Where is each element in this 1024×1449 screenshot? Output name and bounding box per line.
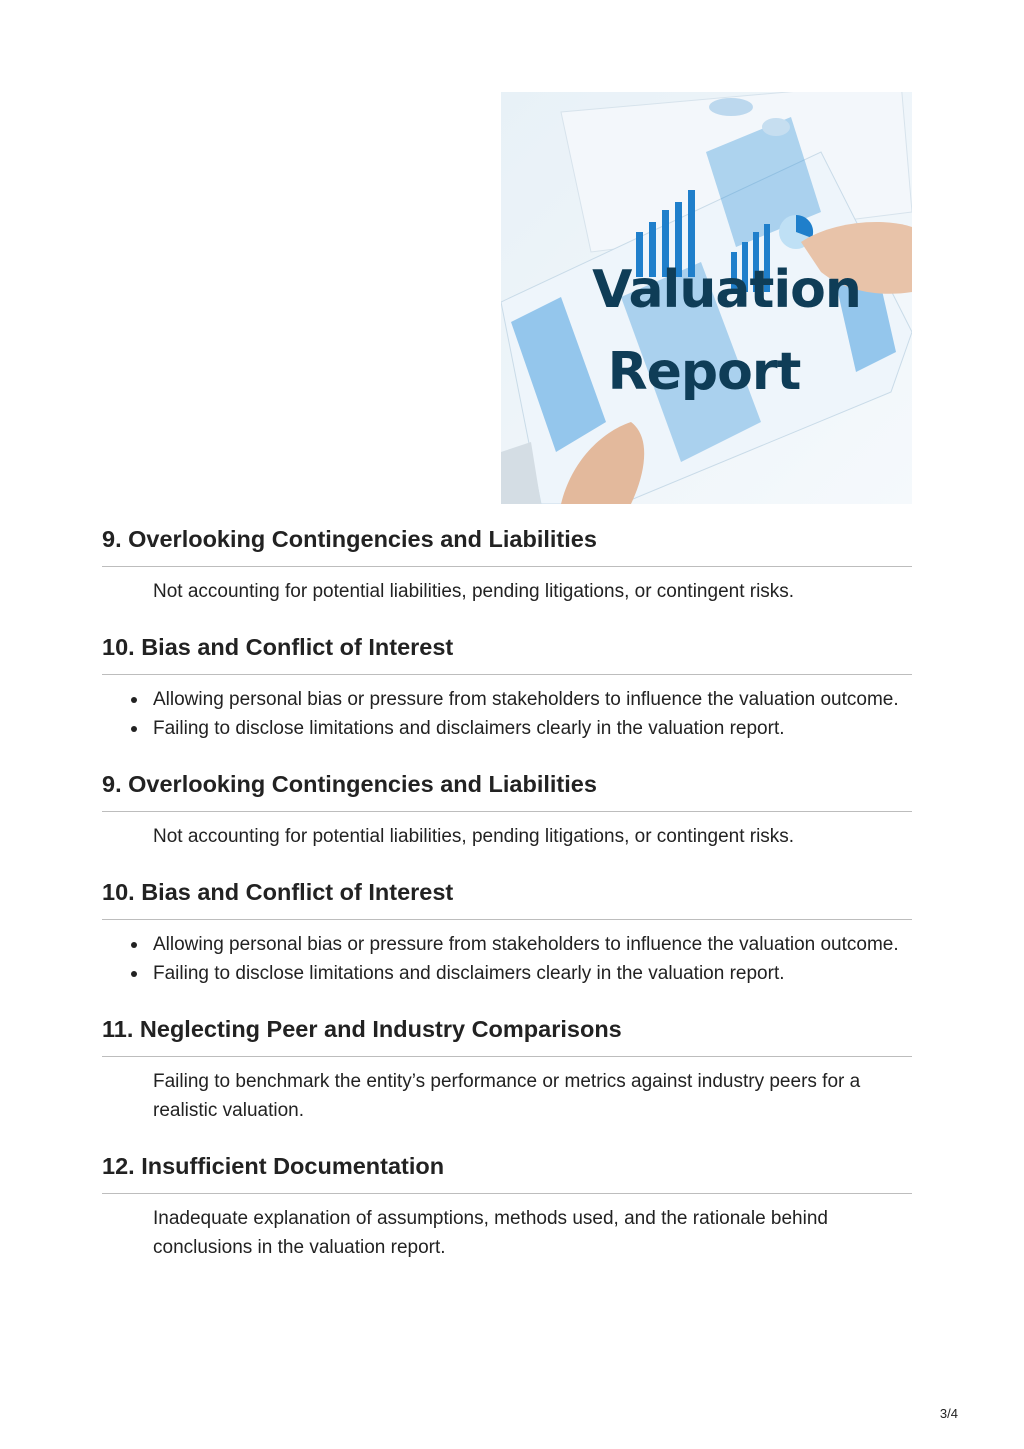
bullet-list bbox=[102, 675, 912, 743]
section-heading: 11. Neglecting Peer and Industry Comparisons bbox=[102, 1012, 912, 1057]
list-item: Failing to disclose limitations and disclaimers clearly in the valuation report. bbox=[153, 959, 912, 988]
section-bias-repeat bbox=[102, 875, 912, 988]
section-contingencies-repeat bbox=[102, 767, 912, 851]
bullet-list bbox=[102, 920, 912, 988]
list-item: Allowing personal bias or pressure from stakeholders to influence the valuation outcome. bbox=[153, 685, 912, 714]
valuation-report-image bbox=[501, 92, 912, 504]
section-contingencies bbox=[102, 522, 912, 606]
section-paragraph: Failing to benchmark the entity’s performance or metrics against industry peers for a realistic valuation. bbox=[153, 1071, 861, 1121]
list-item: Allowing personal bias or pressure from stakeholders to influence the valuation outcome. bbox=[153, 930, 912, 959]
section-paragraph: Not accounting for potential liabilities, pending litigations, or contingent risks. bbox=[153, 826, 795, 847]
section-heading: 10. Bias and Conflict of Interest bbox=[102, 630, 912, 675]
hero-title-line2: Report bbox=[607, 342, 801, 402]
section-heading: 12. Insufficient Documentation bbox=[102, 1149, 912, 1194]
section-bias bbox=[102, 630, 912, 743]
section-heading: 9. Overlooking Contingencies and Liabilities bbox=[102, 522, 912, 567]
section-documentation bbox=[102, 1149, 912, 1262]
hero-title-line1: Valuation bbox=[592, 260, 861, 320]
section-paragraph: Inadequate explanation of assumptions, methods used, and the rationale behind conclusions in the valuation report. bbox=[153, 1208, 828, 1258]
page-number: 3/4 bbox=[939, 1406, 958, 1421]
section-peer-comparisons bbox=[102, 1012, 912, 1125]
section-heading: 9. Overlooking Contingencies and Liabilities bbox=[102, 767, 912, 812]
article-content bbox=[102, 522, 912, 1262]
list-item: Failing to disclose limitations and disclaimers clearly in the valuation report. bbox=[153, 714, 912, 743]
section-heading: 10. Bias and Conflict of Interest bbox=[102, 875, 912, 920]
section-paragraph: Not accounting for potential liabilities, pending litigations, or contingent risks. bbox=[153, 581, 795, 602]
